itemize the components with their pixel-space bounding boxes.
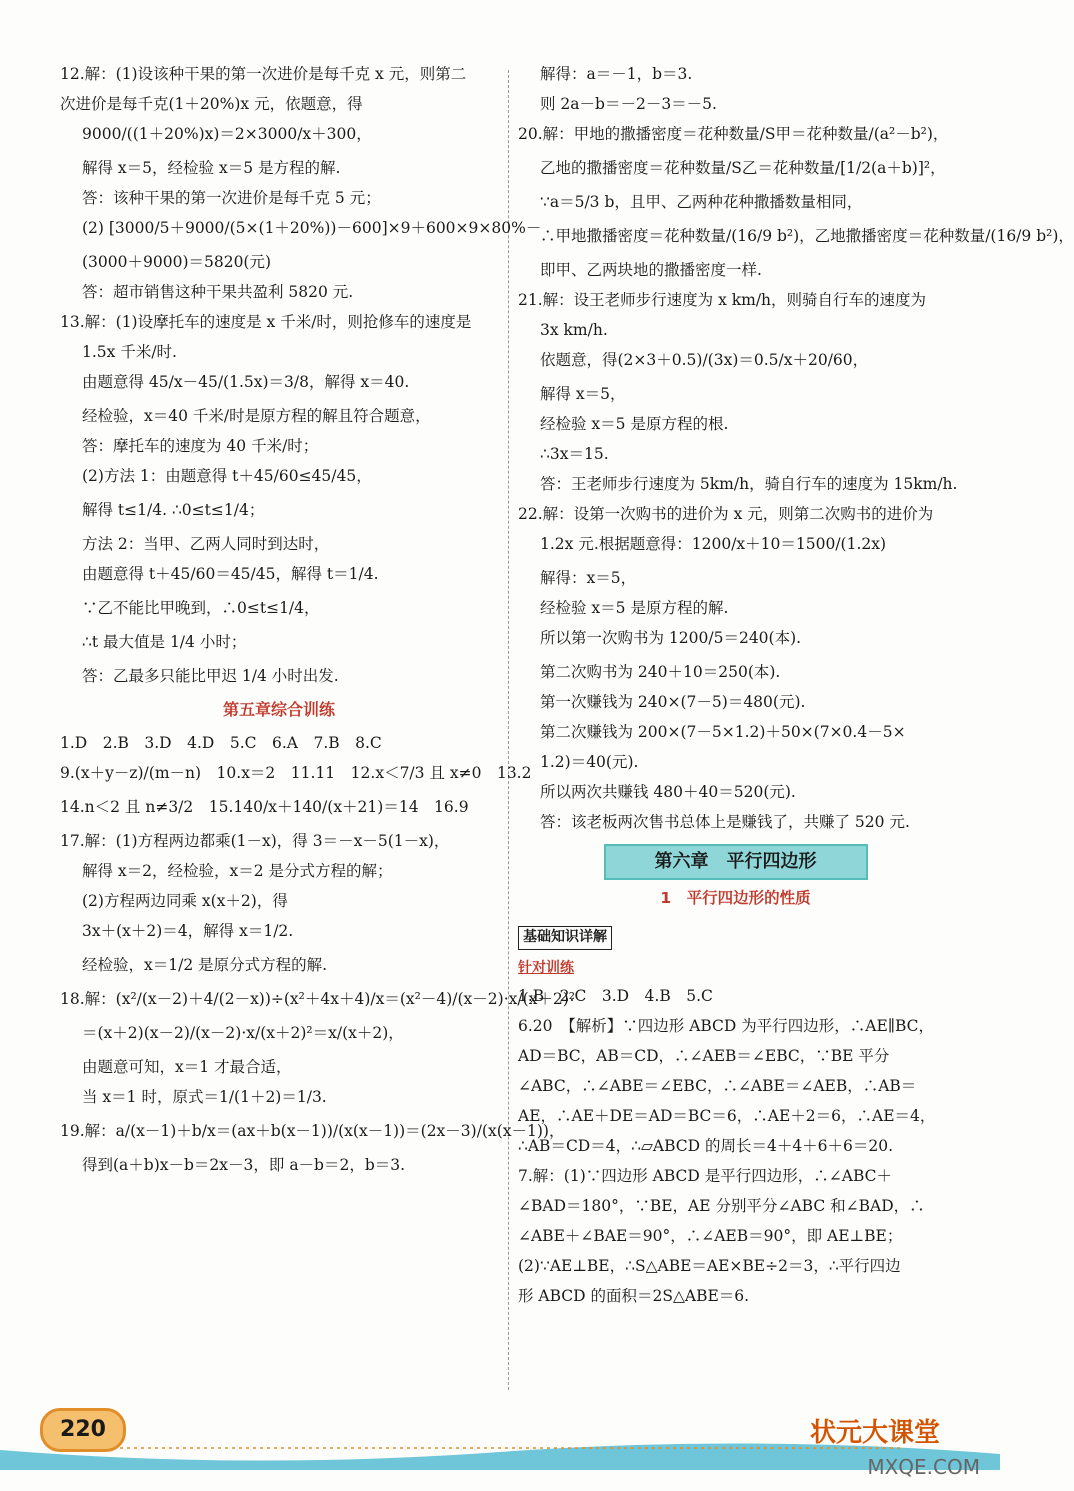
text-line: 答：摩托车的速度为 40 千米/时； [82, 437, 319, 456]
text-line: AD＝BC，AB＝CD，∴∠AEB＝∠EBC，∵BE 平分 [518, 1046, 890, 1065]
text-line: 解得：a＝－1，b＝3. [540, 65, 693, 83]
chapter6-answers [518, 984, 953, 1308]
text-line: 1.D 2.B 3.D 4.D 5.C 6.A 7.B 8.C [60, 734, 382, 753]
column-divider [508, 70, 509, 1390]
text-line: ∴3x＝15. [540, 445, 609, 464]
text-line: ∠BAD＝180°，∵BE，AE 分别平分∠ABC 和∠BAD，∴ [518, 1196, 925, 1215]
text-line: 答：乙最多只能比甲迟 1/4 小时出发. [82, 667, 339, 686]
text-line: 答：该老板两次售书总体上是赚钱了，共赚了 520 元. [540, 813, 910, 832]
text-line: 解得 x＝5， [540, 385, 626, 404]
text-line: ∠ABC，∴∠ABE＝∠EBC，∴∠ABE＝∠AEB，∴AB＝ [518, 1076, 917, 1095]
text-line: 乙地的撒播密度＝花种数量/S乙＝花种数量/[1/2(a＋b)]²， [540, 159, 946, 178]
text-line: 19.解：a/(x－1)＋b/x＝(ax＋b(x－1))/(x(x－1))＝(2x－3)/(x(x－1))， [60, 1122, 565, 1141]
text-line: ∵乙不能比甲晚到，∴0≤t≤1/4， [82, 599, 320, 618]
watermark: MXQE.COM [867, 1455, 980, 1479]
text-line: 1.5x 千米/时. [82, 343, 177, 362]
text-line: AE，∴AE＋DE＝AD＝BC＝6，∴AE＋2＝6，∴AE＝4， [518, 1106, 936, 1125]
text-line: (2)方程两边同乘 x(x＋2)，得 [82, 892, 288, 911]
text-line: 22.解：设第一次购书的进价为 x 元，则第二次购书的进价为 [518, 505, 934, 524]
text-line: 6.20 【解析】∵四边形 ABCD 为平行四边形，∴AE∥BC， [518, 1016, 934, 1035]
text-line: 18.解：(x²/(x－2)＋4/(2－x))÷(x²＋4x＋4)/x＝(x²－4)/(x－2)·x/(x＋2)² [60, 990, 575, 1009]
text-line: 答：超市销售这种干果共盈利 5820 元. [82, 283, 354, 302]
left-solutions [60, 62, 542, 688]
text-line: (2)∵AE⊥BE，∴S△ABE＝AE×BE÷2＝3，∴平行四边 [518, 1256, 901, 1275]
text-line: 1.B 2.C 3.D 4.B 5.C [518, 986, 713, 1005]
text-line: (2)方法 1：由题意得 t＋45/60≤45/45， [82, 467, 372, 486]
text-line: 17.解：(1)方程两边都乘(1－x)，得 3＝－x－5(1－x)， [60, 832, 450, 851]
text-line: 得到(a＋b)x－b＝2x－3，即 a－b＝2，b＝3. [82, 1156, 406, 1175]
text-line: 依题意，得(2×3＋0.5)/(3x)＝0.5/x＋20/60， [540, 351, 869, 370]
text-line: 3x＋(x＋2)＝4，解得 x＝1/2. [82, 922, 294, 941]
text-line: 经检验 x＝5 是原方程的根. [540, 415, 729, 434]
text-line: 20.解：甲地的撒播密度＝花种数量/S甲＝花种数量/(a²－b²)， [518, 125, 949, 144]
right-solutions [518, 62, 1074, 834]
text-line: 由题意可知，x＝1 才最合适， [82, 1058, 292, 1077]
text-line: 解得 x＝2，经检验，x＝2 是分式方程的解； [82, 862, 393, 881]
text-line: 所以第一次购书为 1200/5＝240(本). [540, 629, 802, 648]
text-line: 1.2x 元.根据题意得：1200/x＋10＝1500/(1.2x) [540, 535, 887, 554]
text-line: 则 2a－b＝－2－3＝－5. [540, 95, 717, 114]
text-line: 解得 t≤1/4. ∴0≤t≤1/4； [82, 501, 265, 520]
text-line: ∴甲地撒播密度＝花种数量/(16/9 b²)，乙地撒播密度＝花种数量/(16/9 b²)， [540, 227, 1074, 246]
text-line: ∴AB＝CD＝4，∴▱ABCD 的周长＝4＋4＋6＋6＝20. [518, 1136, 894, 1155]
text-line: 当 x＝1 时，原式＝1/(1＋2)＝1/3. [82, 1088, 327, 1107]
text-line: 答：王老师步行速度为 5km/h，骑自行车的速度为 15km/h. [540, 475, 958, 494]
text-line: 13.解：(1)设摩托车的速度是 x 千米/时，则抢修车的速度是 [60, 313, 472, 332]
text-line: 方法 2：当甲、乙两人同时到达时， [82, 535, 330, 554]
text-line: 第二次购书为 240＋10＝250(本). [540, 663, 781, 682]
text-line: (2) [3000/5＋9000/(5×(1＋20%))－600]×9＋600×9×80%－ [82, 219, 542, 238]
text-line: ∴t 最大值是 1/4 小时； [82, 633, 247, 652]
text-line: 解得 x＝5，经检验 x＝5 是方程的解. [82, 159, 341, 178]
text-line: 即甲、乙两块地的撒播密度一样. [540, 261, 762, 280]
text-line: 21.解：设王老师步行速度为 x km/h，则骑自行车的速度为 [518, 291, 927, 310]
text-line: 14.n＜2 且 n≠3/2 15.140/x＋140/(x＋21)＝14 16.9 [60, 798, 469, 817]
text-line: 解得：x＝5， [540, 569, 637, 588]
text-line: 第一次赚钱为 240×(7－5)＝480(元). [540, 693, 806, 712]
text-line: 12.解：(1)设该种干果的第一次进价是每千克 x 元，则第二 [60, 65, 467, 83]
practice-tag: 针对训练 [518, 959, 574, 976]
text-line: 由题意得 t＋45/60＝45/45，解得 t＝1/4. [82, 565, 379, 584]
text-line: 经检验 x＝5 是原方程的解. [540, 599, 729, 618]
text-line: 形 ABCD 的面积＝2S△ABE＝6. [518, 1286, 750, 1305]
text-line: 1.2)＝40(元). [540, 753, 639, 772]
text-line: 答：该种干果的第一次进价是每千克 5 元； [82, 189, 381, 208]
basic-knowledge-box: 基础知识详解 [518, 926, 612, 950]
text-line: 经检验，x＝40 千米/时是原方程的解且符合题意， [82, 407, 431, 426]
text-line: 第二次赚钱为 200×(7－5×1.2)＋50×(7×0.4－5× [540, 723, 906, 742]
text-line: 由题意得 45/x－45/(1.5x)＝3/8，解得 x＝40. [82, 373, 410, 392]
chapter6-subtitle: 1 平行四边形的性质 [660, 889, 811, 908]
text-line: ∵a＝5/3 b，且甲、乙两种花种撒播数量相同， [540, 193, 863, 212]
text-line: 次进价是每千克(1＋20%)x 元，依题意，得 [60, 95, 363, 114]
text-line: ＝(x＋2)(x－2)/(x－2)·x/(x＋2)²＝x/(x＋2)， [82, 1024, 404, 1043]
section-title-chapter5: 第五章综合训练 [222, 700, 335, 720]
text-line: ∠ABE＋∠BAE＝90°，∴∠AEB＝90°，即 AE⊥BE； [518, 1226, 903, 1245]
brand-logo: 状元大课堂 [809, 1418, 940, 1448]
text-line: 所以两次共赚钱 480＋40＝520(元). [540, 783, 796, 802]
chapter6-title: 第六章 平行四边形 [604, 844, 868, 880]
text-line: 经检验，x＝1/2 是原分式方程的解. [82, 956, 328, 975]
text-line: 9000/((1＋20%)x)＝2×3000/x＋300， [82, 125, 372, 144]
right-column [518, 62, 1074, 1314]
text-line: 7.解：(1)∵四边形 ABCD 是平行四边形，∴∠ABC＋ [518, 1166, 892, 1185]
text-line: 3x km/h. [540, 321, 608, 340]
text-line: (3000＋9000)＝5820(元) [82, 253, 272, 272]
page-number: 220 [40, 1408, 126, 1452]
text-line: 9.(x＋y－z)/(m－n) 10.x＝2 11.11 12.x＜7/3 且 x≠0 13.2 [60, 764, 532, 783]
